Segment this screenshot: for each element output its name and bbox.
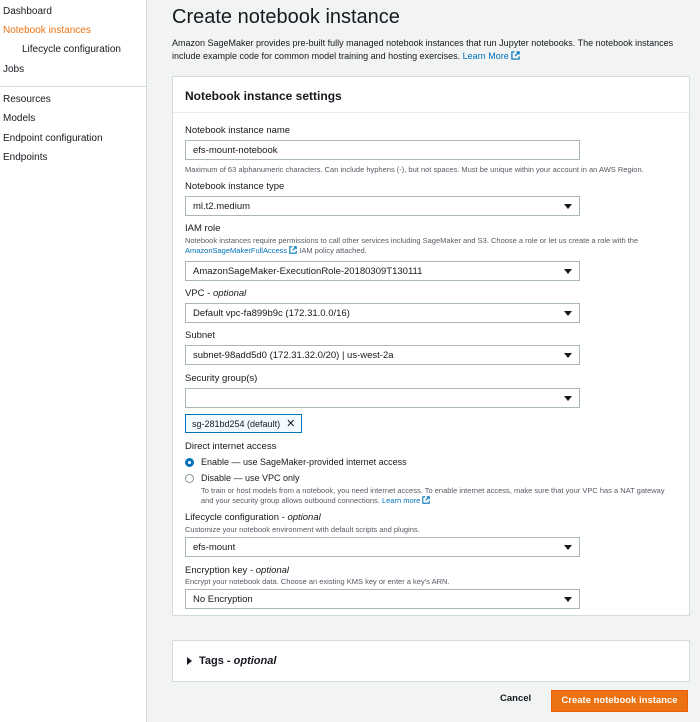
sidebar-item-dashboard[interactable]: Dashboard (3, 6, 52, 17)
radio-unselected (185, 474, 194, 483)
sidebar (0, 0, 147, 722)
sidebar-item-models[interactable]: Models (3, 113, 36, 124)
sidebar-item-resources[interactable]: Resources (3, 94, 51, 105)
lifecycle-hint: Customize your notebook environment with default scripts and plugins. (185, 525, 420, 534)
create-notebook-instance-button[interactable]: Create notebook instance (551, 690, 688, 712)
caret-right-icon (187, 657, 192, 665)
page-description (172, 37, 692, 63)
sagemaker-full-access-link[interactable]: AmazonSageMakerFullAccess (185, 246, 288, 255)
vpc-label: VPC - optional (185, 288, 247, 299)
sidebar-item-endpoints[interactable]: Endpoints (3, 152, 48, 163)
name-label: Notebook instance name (185, 125, 291, 136)
panel-title: Notebook instance settings (185, 89, 342, 103)
chevron-down-icon (564, 545, 572, 550)
enable-internet-label: Enable — use SageMaker-provided internet access (201, 457, 407, 467)
chevron-down-icon (564, 597, 572, 602)
disable-internet-hint: To train or host models from a notebook, you need internet access. To enable internet access, make sure that your VPC has a NAT gateway and your security group allows outbound connections. Learn more (201, 486, 665, 505)
page-description-text: Amazon SageMaker provides pre-built fully managed notebook instances that run Jupyter notebooks. The notebook instances include example code for common model training and hosting exercises. (172, 38, 674, 61)
sidebar-divider (0, 86, 147, 87)
cancel-button[interactable]: Cancel (500, 693, 532, 704)
internet-access-label: Direct internet access (185, 441, 277, 452)
vpc-select[interactable]: Default vpc-fa899b9c (172.31.0.0/16) (185, 303, 580, 323)
name-hint: Maximum of 63 alphanumeric characters. Can include hyphens (-), but not spaces. Must be unique within your account in an AWS Region. (185, 165, 644, 174)
subnet-select[interactable]: subnet-98add5d0 (172.31.32.0/20) | us-west-2a (185, 345, 580, 365)
iam-role-label: IAM role (185, 223, 221, 234)
sidebar-item-notebook-instances[interactable]: Notebook instances (3, 25, 91, 36)
subnet-label: Subnet (185, 330, 216, 341)
main-content (148, 0, 700, 722)
lifecycle-label: Lifecycle configuration - optional (185, 512, 321, 523)
iam-role-select[interactable]: AmazonSageMaker-ExecutionRole-20180309T130111 (185, 261, 580, 281)
chevron-down-icon (564, 269, 572, 274)
tags-title: Tags - optional (199, 655, 277, 667)
chevron-down-icon (564, 353, 572, 358)
encryption-key-label: Encryption key - optional (185, 565, 290, 576)
instance-type-select[interactable]: ml.t2.medium (185, 196, 580, 216)
sidebar-item-jobs[interactable]: Jobs (3, 64, 25, 75)
security-groups-label: Security group(s) (185, 373, 258, 384)
lifecycle-select[interactable]: efs-mount (185, 537, 580, 557)
vpc-learn-more-link[interactable]: Learn more (381, 496, 421, 505)
chevron-down-icon (564, 204, 572, 209)
sidebar-item-endpoint-configuration[interactable]: Endpoint configuration (3, 133, 103, 144)
disable-internet-label: Disable — use VPC only (201, 473, 300, 483)
security-group-token: sg-281bd254 (default) ✕ (185, 414, 302, 433)
external-link-icon (511, 51, 520, 60)
iam-hint: Notebook instances require permissions to call other services including SageMaker and S3. Choose a role or let us create a role with the AmazonSageMakerFullAccess IAM policy attached. (185, 236, 639, 255)
encryption-hint: Encrypt your notebook data. Choose an existing KMS key or enter a key's ARN. (185, 577, 450, 586)
page-title: Create notebook instance (172, 6, 400, 28)
security-groups-select[interactable] (185, 388, 580, 408)
sidebar-item-lifecycle-configuration[interactable]: Lifecycle configuration (22, 44, 121, 55)
external-link-icon (289, 246, 297, 254)
tags-section-toggle[interactable] (172, 640, 690, 682)
external-link-icon (422, 496, 430, 504)
panel-header (173, 77, 689, 113)
notebook-name-input[interactable]: efs-mount-notebook (185, 140, 580, 160)
instance-type-label: Notebook instance type (185, 181, 285, 192)
chevron-down-icon (564, 311, 572, 316)
close-icon[interactable]: ✕ (286, 418, 296, 430)
learn-more-link[interactable]: Learn More (463, 51, 520, 61)
notebook-settings-panel (172, 76, 690, 616)
radio-selected (185, 458, 194, 467)
encryption-key-select[interactable]: No Encryption (185, 589, 580, 609)
chevron-down-icon (564, 396, 572, 401)
